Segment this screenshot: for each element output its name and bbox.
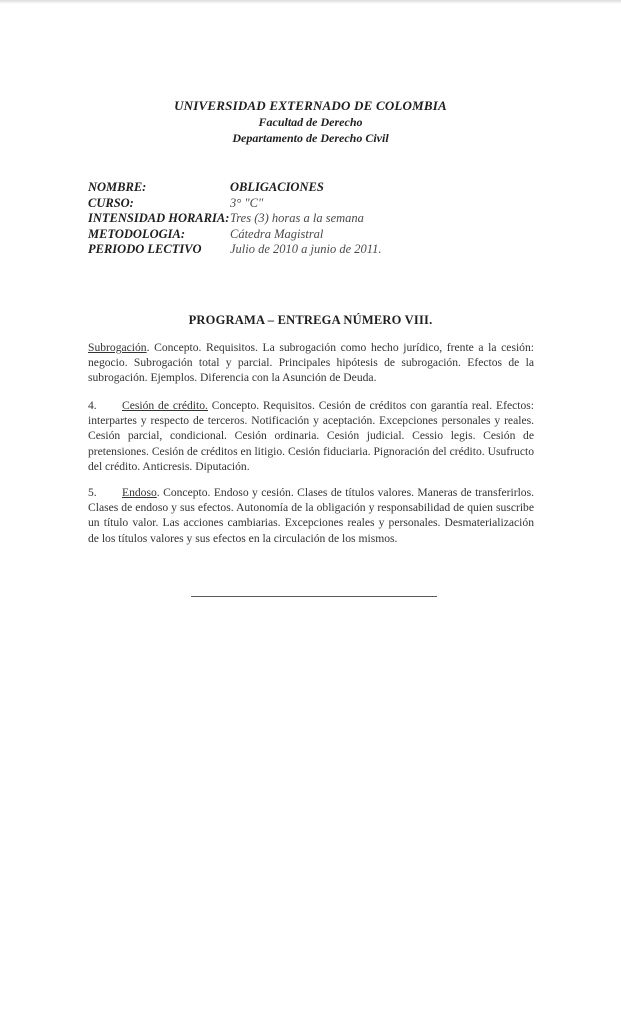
department-name: Departamento de Derecho Civil — [232, 131, 389, 145]
section-title: Cesión de crédito. — [122, 399, 208, 412]
section-title: Endoso — [122, 486, 157, 499]
curso-label: CURSO: — [88, 195, 134, 210]
info-row-curso — [88, 196, 548, 212]
metodologia-value: Cátedra Magistral — [230, 226, 324, 241]
nombre-value: OBLIGACIONES — [230, 180, 324, 194]
periodo-label: PERIODO LECTIVO — [88, 242, 202, 256]
info-row-periodo — [88, 242, 548, 258]
section-number: 5. — [88, 486, 97, 499]
university-name: UNIVERSIDAD EXTERNADO DE COLOMBIA — [174, 98, 447, 113]
document-header — [0, 98, 621, 146]
periodo-value: Julio de 2010 a junio de 2011. — [230, 242, 382, 256]
scan-edge-shadow — [0, 0, 621, 4]
metodologia-label: METODOLOGIA: — [88, 226, 185, 241]
faculty-name: Facultad de Derecho — [258, 115, 363, 129]
section-title: Subrogación — [88, 341, 147, 354]
intensidad-label: INTENSIDAD HORARIA: — [88, 211, 230, 225]
intensidad-value: Tres (3) horas a la semana — [230, 211, 364, 225]
info-row-intensidad — [88, 211, 548, 227]
section-number: 4. — [88, 399, 97, 412]
section-text: . Concepto. Endoso y cesión. Clases de títulos valores. Maneras de transferirlos. Clases de endoso y sus efectos. Autonomía de la obligación y responsabilidad de quien suscribe un título valor. Las acciones cambiarias. Excepciones reales y personales. Desmaterialización de los títulos valores y sus efectos en la circulación de los mismos. — [88, 486, 534, 545]
signature-line — [191, 596, 437, 597]
course-info — [88, 180, 548, 258]
info-row-metodologia — [88, 227, 548, 243]
section-cesion-de-credito — [88, 398, 534, 474]
nombre-label: NOMBRE: — [88, 180, 147, 194]
section-text: Concepto. Requisitos. Cesión de créditos con garantía real. Efectos: interpartes y respecto de terceros. Notificación y aceptación. Excepciones personales y reales. Cesión parcial, condicional. Cesión ordinaria. Cesión judicial. Cessio legis. Cesión de pretensiones. Cesión de créditos en litigio. Cesión fiduciaria. Pignoración del crédito. Usufructo del crédito. Anticresis. Diputación. — [88, 399, 534, 473]
section-subrogacion — [88, 340, 534, 386]
info-row-nombre — [88, 180, 548, 196]
section-endoso — [88, 485, 534, 546]
section-text: . Concepto. Requisitos. La subrogación como hecho jurídico, frente a la cesión: negocio. Subrogación total y parcial. Principales hipótesis de subrogación. Efectos de la subrogación. Ejemplos. Diferencia con la Asunción de Deuda. — [88, 341, 534, 385]
curso-value: 3° "C" — [230, 195, 264, 210]
program-title: PROGRAMA – ENTREGA NÚMERO VIII. — [188, 313, 433, 327]
